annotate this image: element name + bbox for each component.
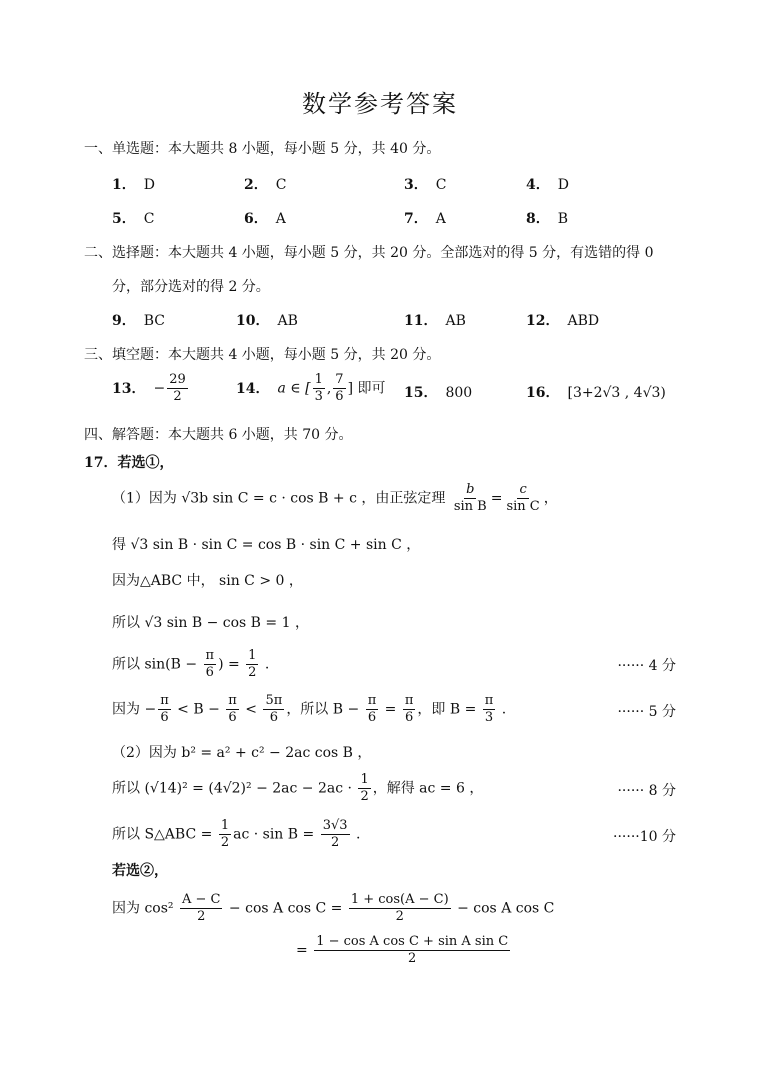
q17-step-5: 所以 sin(B − $\frac{\pi}{6}$ ) = $\frac{1}{2}$ . [112,648,270,680]
answer-5: 5． C [112,211,155,227]
answer-6: 6． A [244,211,286,227]
answer-7: 7． A [404,211,446,227]
q17-option2-step-1: 因为 cos² $\frac{A - C}{2}$ − cos A cos C = $\frac{1 + \cos(A - C)}{2}$ − cos A cos C [112,892,555,924]
answer-1: 1． D [112,177,155,193]
section-fill-blank: 三、填空题：本大题共 4 小题，每小题 5 分，共 20 分。 [84,347,441,363]
section-single-choice: 一、单选题：本大题共 8 小题，每小题 5 分，共 40 分。 [84,141,441,157]
answer-10: 10． AB [236,313,298,329]
answer-4: 4． D [526,177,569,193]
answer-14: 14． a ∈ [ $\frac{1}{3}$ , $\frac{7}{6}$ ] 即可 [236,372,386,404]
q17-option2-heading: 若选②， [112,863,168,879]
answer-2: 2． C [244,177,287,193]
section-multi-choice-cont: 分，部分选对的得 2 分。 [112,279,270,295]
q17-step-8: 所以 (√14)² = (4√2)² − 2ac − 2ac · $\frac{1}{2}$ ，解得 ac = 6 ， [112,772,484,804]
answer-15: 15． 800 [404,385,473,401]
q17-step-4: 所以 √3 sin B − cos B = 1 ， [112,615,309,631]
score-8: ······ 8 分 [617,783,676,799]
section-multi-choice: 二、选择题：本大题共 4 小题，每小题 5 分，共 20 分。全部选对的得 5 分，有选错的得 0 [84,245,654,261]
q17-heading: 17．若选①， [84,455,174,471]
answer-12: 12． ABD [526,313,600,329]
answer-16: 16． [3+2√3 , 4√3) [526,385,666,401]
answer-9: 9． BC [112,313,166,329]
answer-8: 8． B [526,211,569,227]
q17-step-3: 因为△ABC 中， sin C > 0 ， [112,573,303,589]
score-10: ······10 分 [613,829,676,845]
score-5: ······ 5 分 [617,704,676,720]
page-title: 数学参考答案 [302,90,458,118]
answer-11: 11． AB [404,313,466,329]
q17-step-6: 因为 − $\frac{\pi}{6}$ < B − $\frac{\pi}{6}$ < $\frac{5\pi}{6}$ ，所以 B − $\frac{\pi}{6}$ = $\frac{\pi}{6}$ ，即 B = $\frac{\pi}{3}$ . [112,693,507,725]
q17-step-2: 得 √3 sin B · sin C = cos B · sin C + sin C ， [112,537,421,553]
section-solution: 四、解答题：本大题共 6 小题，共 70 分。 [84,427,353,443]
q17-step-9: 所以 S△ABC = $\frac{1}{2}$ ac · sin B = $\frac{3√3}{2}$ . [112,818,361,850]
q17-step-7: （2）因为 b² = a² + c² − 2ac cos B ， [112,745,372,761]
q17-step-1: （1）因为 √3b sin C = c · cos B + c ，由正弦定理 $\frac{b}{\text{sin B}}$ = $\frac{c}{\text{sin C}}$ ， [112,482,558,514]
answer-3: 3． C [404,177,447,193]
q17-option2-step-2: = $\frac{\text{1 − cos A cos C + sin A sin C}}{2}$ [296,934,509,966]
score-4: ······ 4 分 [617,658,676,674]
answer-13: 13． − $\frac{29}{2}$ [112,372,186,404]
